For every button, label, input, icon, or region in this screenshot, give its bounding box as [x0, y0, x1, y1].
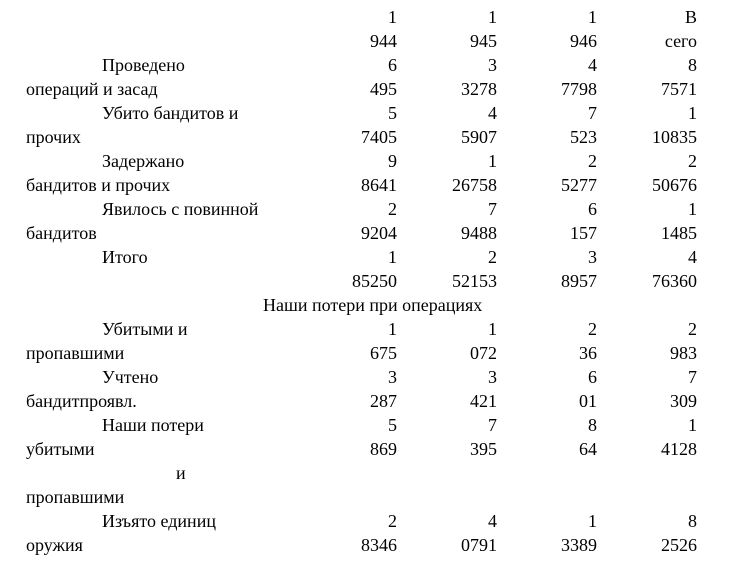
header-bottom-cell: 946	[570, 31, 597, 51]
row-top-cell: 5	[388, 415, 397, 435]
row-top-cell: 3	[488, 367, 497, 387]
row-label-cont: бандитов и прочих	[26, 175, 171, 195]
row-bottom-cell: 85250	[352, 271, 397, 291]
row-bottom-cell: 4128	[661, 439, 697, 459]
row-top-cell: 5	[388, 103, 397, 123]
row-top-cell: 7	[488, 199, 497, 219]
row-bottom-cell: 52153	[452, 271, 497, 291]
row-top-cell: 2	[688, 151, 697, 171]
row-label-cont: убитыми	[26, 439, 95, 459]
row-bottom-cell: 01	[579, 391, 597, 411]
row-bottom-cell: 26758	[452, 175, 497, 195]
row-label: Изъято единиц	[102, 511, 216, 531]
row-bottom-cell: 2526	[661, 535, 697, 555]
header-top-cell: 1	[388, 7, 397, 27]
row-label-cont: и	[176, 463, 186, 483]
row-top-cell: 1	[388, 319, 397, 339]
row-top-cell: 1	[488, 151, 497, 171]
row-label: Задержано	[102, 151, 185, 171]
header-bottom-cell: 944	[370, 31, 397, 51]
row-top-cell: 1	[488, 319, 497, 339]
row-top-cell: 3	[388, 367, 397, 387]
row-bottom-cell: 072	[470, 343, 497, 363]
row-top-cell: 7	[688, 367, 697, 387]
row-bottom-cell: 9488	[461, 223, 497, 243]
row-top-cell: 4	[588, 55, 597, 75]
row-top-cell: 4	[488, 103, 497, 123]
row-bottom-cell: 8346	[361, 535, 397, 555]
row-bottom-cell: 0791	[461, 535, 497, 555]
row-bottom-cell: 9204	[361, 223, 397, 243]
row-bottom-cell: 287	[370, 391, 397, 411]
row-top-cell: 3	[488, 55, 497, 75]
row-top-cell: 2	[588, 319, 597, 339]
row-bottom-cell: 5907	[461, 127, 497, 147]
row-bottom-cell: 76360	[652, 271, 697, 291]
row-top-cell: 7	[588, 103, 597, 123]
row-bottom-cell: 8641	[361, 175, 397, 195]
row-top-cell: 1	[688, 415, 697, 435]
row-top-cell: 6	[588, 367, 597, 387]
row-label: Итого	[102, 247, 148, 267]
row-bottom-cell: 1485	[661, 223, 697, 243]
row-bottom-cell: 3389	[561, 535, 597, 555]
row-top-cell: 2	[488, 247, 497, 267]
row-top-cell: 6	[588, 199, 597, 219]
row-bottom-cell: 7571	[661, 79, 697, 99]
header-top-cell: В	[684, 7, 697, 27]
row-bottom-cell: 7405	[361, 127, 397, 147]
row-top-cell: 8	[588, 415, 597, 435]
row-top-cell: 8	[688, 55, 697, 75]
row-label: Убито бандитов и	[102, 103, 239, 123]
row-bottom-cell: 523	[570, 127, 597, 147]
row-top-cell: 2	[588, 151, 597, 171]
row-bottom-cell: 7798	[561, 79, 597, 99]
row-top-cell: 2	[688, 319, 697, 339]
header-top-cell: 1	[588, 7, 597, 27]
row-label-cont: пропавшими	[26, 343, 125, 363]
row-top-cell: 2	[388, 199, 397, 219]
header-top-cell: 1	[488, 7, 497, 27]
row-label-cont: бандитпроявл.	[26, 391, 137, 411]
row-label-cont: пропавшими	[26, 487, 125, 507]
row-top-cell: 9	[388, 151, 397, 171]
row-top-cell: 1	[388, 247, 397, 267]
row-top-cell: 6	[388, 55, 397, 75]
row-top-cell: 2	[388, 511, 397, 531]
row-label: Проведено	[102, 55, 185, 75]
header-bottom-cell: 945	[470, 31, 497, 51]
row-bottom-cell: 421	[470, 391, 497, 411]
row-label-cont: оружия	[26, 535, 83, 555]
row-bottom-cell: 983	[670, 343, 697, 363]
row-bottom-cell: 309	[670, 391, 697, 411]
row-bottom-cell: 3278	[461, 79, 497, 99]
section-title: Наши потери при операциях	[263, 295, 483, 315]
row-label-cont: прочих	[26, 127, 81, 147]
row-bottom-cell: 675	[370, 343, 397, 363]
row-label: Убитыми и	[102, 319, 188, 339]
row-label-cont: бандитов	[26, 223, 97, 243]
row-label-cont: операций и засад	[26, 79, 158, 99]
row-bottom-cell: 64	[579, 439, 597, 459]
row-bottom-cell: 157	[570, 223, 597, 243]
row-top-cell: 1	[588, 511, 597, 531]
row-bottom-cell: 5277	[561, 175, 597, 195]
row-top-cell: 1	[688, 103, 697, 123]
row-top-cell: 7	[488, 415, 497, 435]
row-top-cell: 4	[688, 247, 697, 267]
row-bottom-cell: 8957	[561, 271, 597, 291]
row-label: Явилось с повинной	[102, 199, 259, 219]
row-bottom-cell: 10835	[652, 127, 697, 147]
row-label: Наши потери	[102, 415, 204, 435]
row-top-cell: 8	[688, 511, 697, 531]
row-label: Учтено	[102, 367, 159, 387]
row-bottom-cell: 50676	[652, 175, 697, 195]
row-top-cell: 4	[488, 511, 497, 531]
row-top-cell: 1	[688, 199, 697, 219]
row-bottom-cell: 495	[370, 79, 397, 99]
row-top-cell: 3	[588, 247, 597, 267]
row-bottom-cell: 395	[470, 439, 497, 459]
row-bottom-cell: 36	[579, 343, 597, 363]
row-bottom-cell: 869	[370, 439, 397, 459]
header-bottom-cell: сего	[664, 31, 697, 51]
